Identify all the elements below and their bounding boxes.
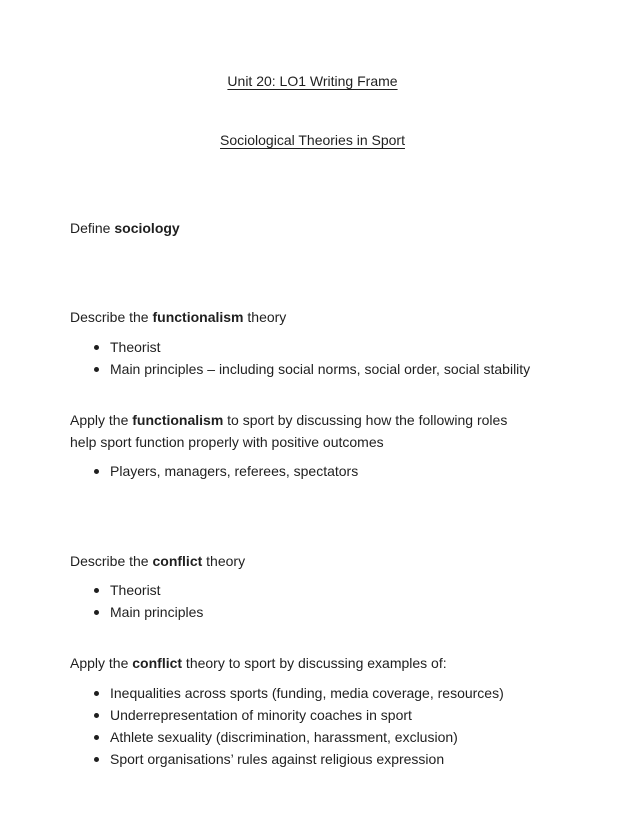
bullet-text: Main principles	[110, 604, 204, 620]
bullet-text: Inequalities across sports (funding, media coverage, resources)	[110, 685, 504, 701]
bullet-icon	[94, 469, 99, 474]
bullet-item	[70, 748, 570, 770]
bullet-text: Underrepresentation of minority coaches in sport	[110, 707, 412, 723]
heading-prefix: Describe the	[70, 309, 153, 325]
bullet-list-conflict-describe	[70, 579, 570, 623]
bullet-icon	[94, 691, 99, 696]
heading-prefix: Define	[70, 220, 115, 236]
bullet-text: Sport organisations’ rules against religious expression	[110, 751, 445, 767]
heading-suffix: to sport by discussing how the following roles help sport function properly with positive outcomes	[70, 412, 508, 450]
bullet-text: Main principles – including social norms, social order, social stability	[110, 361, 531, 377]
heading-keyword: conflict	[152, 553, 203, 569]
bullet-icon	[94, 735, 99, 740]
heading-prefix: Apply the	[70, 412, 133, 428]
heading-suffix: theory	[202, 553, 246, 569]
bullet-icon	[94, 367, 99, 372]
section-heading-describe-conflict	[70, 550, 245, 572]
bullet-item	[70, 704, 570, 726]
bullet-list-conflict-apply	[70, 682, 570, 770]
bullet-icon	[94, 713, 99, 718]
doc-subtitle: Sociological Theories in Sport	[220, 132, 405, 148]
heading-prefix: Apply the	[70, 655, 133, 671]
section-heading-describe-functionalism	[70, 306, 286, 328]
heading-keyword: sociology	[114, 220, 180, 236]
heading-suffix: theory	[243, 309, 287, 325]
section-heading-apply-functionalism	[70, 409, 535, 453]
doc-title: Unit 20: LO1 Writing Frame	[227, 73, 398, 89]
bullet-item	[70, 579, 570, 601]
heading-suffix: theory to sport by discussing examples of:	[182, 655, 447, 671]
heading-keyword: functionalism	[152, 309, 244, 325]
bullet-text: Athlete sexuality (discrimination, harassment, exclusion)	[110, 729, 458, 745]
bullet-icon	[94, 588, 99, 593]
section-heading-apply-conflict	[70, 652, 447, 674]
bullet-item	[70, 336, 570, 358]
bullet-text: Theorist	[110, 582, 161, 598]
heading-keyword: conflict	[132, 655, 183, 671]
bullet-list-functionalism-describe	[70, 336, 570, 380]
bullet-text: Theorist	[110, 339, 161, 355]
bullet-item	[70, 460, 570, 482]
bullet-item	[70, 726, 570, 748]
bullet-item	[70, 601, 570, 623]
bullet-icon	[94, 757, 99, 762]
bullet-list-functionalism-apply	[70, 460, 570, 482]
bullet-text: Players, managers, referees, spectators	[110, 463, 359, 479]
bullet-item	[70, 682, 570, 704]
heading-keyword: functionalism	[132, 412, 224, 428]
bullet-icon	[94, 345, 99, 350]
section-heading-define	[70, 217, 180, 239]
bullet-item	[70, 358, 570, 380]
heading-prefix: Describe the	[70, 553, 153, 569]
bullet-icon	[94, 610, 99, 615]
